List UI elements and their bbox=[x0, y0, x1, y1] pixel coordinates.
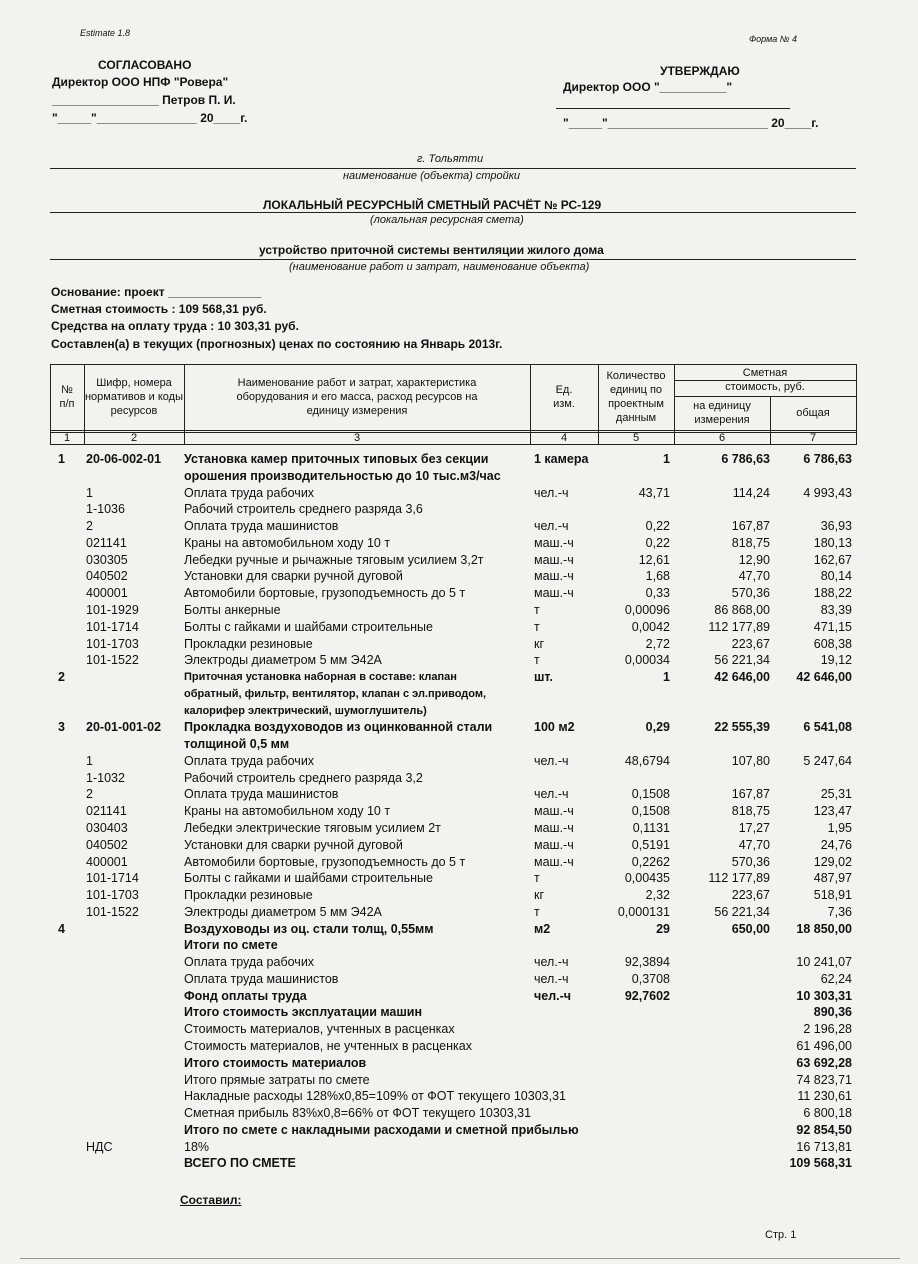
col-number-1: 1 bbox=[63, 432, 71, 444]
unit-price: 42 646,00 bbox=[714, 670, 770, 684]
header-quantity: Количество единиц по проектным данным bbox=[606, 370, 666, 424]
table-row bbox=[0, 468, 918, 484]
table-row bbox=[0, 1155, 918, 1171]
item-name: Оплата труда машинистов bbox=[184, 971, 339, 986]
item-name: орошения производительностью до 10 тыс.м3/час bbox=[184, 468, 501, 483]
item-name: 18% bbox=[184, 1139, 210, 1154]
resource-code: 20-01-001-02 bbox=[86, 720, 162, 735]
resource-code: 1-1032 bbox=[86, 770, 125, 785]
agreed-director: Директор ООО НПФ "Ровера" bbox=[52, 75, 229, 89]
unit-price: 112 177,89 bbox=[708, 871, 770, 886]
col-number-2: 2 bbox=[130, 432, 138, 444]
quantity: 0,00435 bbox=[624, 871, 670, 886]
total-cost: 10 303,31 bbox=[796, 988, 852, 1003]
quantity: 48,6794 bbox=[624, 753, 670, 768]
item-name: Лебедки электрические тяговым усилием 2т bbox=[184, 820, 441, 835]
item-name: Прокладки резиновые bbox=[184, 636, 313, 651]
unit: 1 камера bbox=[534, 452, 589, 466]
item-name: Автомобили бортовые, грузоподъемность до 5 т bbox=[184, 586, 466, 601]
resource-code: 1-1036 bbox=[86, 502, 125, 517]
unit: кг bbox=[534, 636, 545, 651]
table-row bbox=[0, 1139, 918, 1155]
unit-price: 818,75 bbox=[731, 804, 770, 819]
approve-director: Директор ООО "__________" bbox=[563, 80, 733, 94]
unit: чел.-ч bbox=[534, 971, 569, 986]
table-row bbox=[0, 786, 918, 802]
total-cost: 129,02 bbox=[813, 854, 852, 869]
unit-price: 22 555,39 bbox=[714, 720, 770, 735]
table-row bbox=[0, 535, 918, 551]
approve-date-line: "_____"________________________ 20____г. bbox=[563, 116, 819, 130]
header-estimated-cost: Сметная стоимость, руб. bbox=[725, 367, 805, 393]
table-row bbox=[0, 1021, 918, 1037]
unit-price: 56 221,34 bbox=[714, 904, 770, 919]
unit: чел.-ч bbox=[534, 519, 569, 534]
resource-code: 101-1714 bbox=[86, 871, 139, 886]
program-label: Estimate 1.8 bbox=[80, 28, 131, 38]
total-cost: 80,14 bbox=[820, 569, 852, 584]
unit-price: 12,90 bbox=[738, 552, 770, 567]
header-number-row-border bbox=[50, 444, 856, 445]
unit: 100 м2 bbox=[534, 720, 575, 735]
item-name: Итого прямые затраты по смете bbox=[184, 1072, 370, 1087]
unit: чел.-ч bbox=[534, 787, 569, 802]
unit: маш.-ч bbox=[534, 804, 574, 819]
item-name: толщиной 0,5 мм bbox=[184, 737, 290, 752]
total-cost: 5 247,64 bbox=[803, 753, 852, 768]
unit: т bbox=[534, 904, 540, 919]
item-name: Оплата труда рабочих bbox=[184, 955, 315, 970]
item-name: обратный, фильтр, вентилятор, клапан с эл.приводом, bbox=[184, 687, 487, 700]
quantity: 12,61 bbox=[638, 552, 670, 567]
col-border bbox=[856, 364, 857, 445]
table-row bbox=[0, 652, 918, 668]
quantity: 29 bbox=[656, 921, 670, 936]
document-title: ЛОКАЛЬНЫЙ РЕСУРСНЫЙ СМЕТНЫЙ РАСЧЁТ № РС-129 bbox=[263, 198, 602, 212]
compiled-by-label: Составил: bbox=[180, 1193, 242, 1207]
header-unit: Ед. изм. bbox=[553, 384, 575, 410]
item-name: Итоги по смете bbox=[184, 938, 278, 953]
total-cost: 63 692,28 bbox=[796, 1055, 852, 1070]
table-row bbox=[0, 686, 918, 702]
item-name: Автомобили бортовые, грузоподъемность до 5 т bbox=[184, 854, 466, 869]
item-name: Краны на автомобильном ходу 10 т bbox=[184, 804, 391, 819]
page-number: Стр. 1 bbox=[765, 1229, 797, 1241]
table-row bbox=[0, 1072, 918, 1088]
total-cost: 487,97 bbox=[813, 871, 852, 886]
unit-price: 86 868,00 bbox=[714, 602, 770, 617]
table-row bbox=[0, 703, 918, 719]
quantity: 0,2262 bbox=[631, 854, 670, 869]
item-name: Болты с гайками и шайбами строительные bbox=[184, 619, 433, 634]
col-number-3: 3 bbox=[353, 432, 361, 444]
table-row bbox=[0, 501, 918, 517]
unit: маш.-ч bbox=[534, 837, 574, 852]
document-title-underline bbox=[50, 212, 856, 213]
item-name: Лебедки ручные и рычажные тяговым усилием 3,2т bbox=[184, 552, 484, 567]
table-row bbox=[0, 921, 918, 937]
total-cost: 123,47 bbox=[813, 804, 852, 819]
unit-price: 223,67 bbox=[731, 888, 770, 902]
item-name: Рабочий строитель среднего разряда 3,2 bbox=[184, 770, 423, 785]
resource-code: 101-1703 bbox=[86, 636, 139, 651]
item-name: Итого стоимость эксплуатации машин bbox=[184, 1005, 423, 1020]
work-caption: (наименование работ и затрат, наименование объекта) bbox=[289, 261, 590, 273]
item-name: Установки для сварки ручной дуговой bbox=[184, 837, 403, 852]
quantity: 0,0042 bbox=[631, 619, 670, 634]
col-number-6: 6 bbox=[718, 432, 726, 444]
city-underline bbox=[50, 168, 856, 169]
total-cost: 16 713,81 bbox=[796, 1139, 852, 1154]
table-row bbox=[0, 719, 918, 735]
table-row bbox=[0, 518, 918, 534]
table-row bbox=[0, 636, 918, 652]
item-name: Прокладка воздуховодов из оцинкованной стали bbox=[184, 720, 493, 735]
table-row bbox=[0, 837, 918, 853]
table-row bbox=[0, 988, 918, 1004]
header-total: общая bbox=[796, 407, 830, 419]
total-cost: 74 823,71 bbox=[796, 1072, 852, 1087]
item-name: Оплата труда машинистов bbox=[184, 519, 339, 534]
resource-code: 021141 bbox=[86, 535, 127, 550]
unit-price: 818,75 bbox=[731, 535, 770, 550]
labor-cost-line: Средства на оплату труда : 10 303,31 руб. bbox=[51, 319, 299, 333]
total-cost: 2 196,28 bbox=[803, 1022, 852, 1037]
resource-code: 021141 bbox=[86, 804, 127, 819]
total-cost: 109 568,31 bbox=[789, 1156, 852, 1171]
unit-price: 112 177,89 bbox=[708, 619, 770, 634]
unit-price: 56 221,34 bbox=[714, 653, 770, 668]
table-row bbox=[0, 1105, 918, 1121]
unit: кг bbox=[534, 888, 545, 902]
work-title-underline bbox=[50, 259, 856, 260]
item-name: Рабочий строитель среднего разряда 3,6 bbox=[184, 502, 423, 517]
table-row bbox=[0, 669, 918, 685]
total-cost: 162,67 bbox=[813, 552, 852, 567]
item-name: Болты с гайками и шайбами строительные bbox=[184, 871, 433, 886]
col-number-4: 4 bbox=[560, 432, 568, 444]
resource-code: 2 bbox=[86, 519, 93, 534]
item-name: Стоимость материалов, не учтенных в расценках bbox=[184, 1038, 472, 1053]
table-row bbox=[0, 937, 918, 953]
agreed-title: СОГЛАСОВАНО bbox=[98, 58, 192, 72]
unit-price: 167,87 bbox=[731, 787, 770, 802]
resource-code: 400001 bbox=[86, 854, 128, 869]
price-basis-line: Составлен(а) в текущих (прогнозных) ценах по состоянию на Январь 2013г. bbox=[51, 337, 503, 351]
total-cost: 890,36 bbox=[813, 1005, 852, 1020]
header-unit-price: на единицу измерения bbox=[693, 400, 751, 426]
header-name: Наименование работ и затрат, характеристика оборудования и его масса, расход ресурсов на единицу измерения bbox=[236, 377, 478, 417]
unit: маш.-ч bbox=[534, 854, 574, 869]
quantity: 0,3708 bbox=[631, 971, 670, 986]
table-row bbox=[0, 803, 918, 819]
item-name: Сметная прибыль 83%х0,8=66% от ФОТ текущего 10303,31 bbox=[184, 1106, 532, 1120]
item-name: Оплата труда рабочих bbox=[184, 753, 315, 768]
total-cost: 18 850,00 bbox=[796, 921, 852, 936]
item-name: Электроды диаметром 5 мм Э42А bbox=[184, 904, 382, 919]
quantity: 0,29 bbox=[645, 720, 670, 735]
resource-code: 040502 bbox=[86, 837, 128, 852]
header-bottom-border bbox=[50, 430, 856, 431]
item-name: Накладные расходы 128%х0,85=109% от ФОТ текущего 10303,31 bbox=[184, 1089, 566, 1104]
total-cost: 11 230,61 bbox=[797, 1089, 852, 1104]
quantity: 0,000131 bbox=[617, 904, 670, 919]
quantity: 0,1508 bbox=[631, 804, 670, 819]
total-cost: 61 496,00 bbox=[796, 1038, 852, 1053]
quantity: 0,22 bbox=[645, 535, 670, 550]
unit: маш.-ч bbox=[534, 586, 574, 601]
resource-code: 1 bbox=[86, 485, 93, 500]
item-name: Прокладки резиновые bbox=[184, 888, 313, 902]
unit-price: 167,87 bbox=[731, 519, 770, 534]
unit: маш.-ч bbox=[534, 552, 574, 567]
table-row bbox=[0, 568, 918, 584]
total-cost: 6 800,18 bbox=[803, 1106, 852, 1120]
table-row bbox=[0, 770, 918, 786]
total-cost: 188,22 bbox=[813, 586, 852, 601]
header-code: Шифр, номера нормативов и коды ресурсов bbox=[84, 377, 183, 417]
quantity: 0,00034 bbox=[624, 653, 670, 668]
resource-code: НДС bbox=[86, 1139, 113, 1154]
document-caption: (локальная ресурсная смета) bbox=[370, 214, 524, 226]
table-row bbox=[0, 904, 918, 920]
city-name: г. Тольятти bbox=[417, 153, 484, 165]
table-row bbox=[0, 753, 918, 769]
total-cost: 19,12 bbox=[820, 653, 852, 668]
table-row bbox=[0, 1122, 918, 1138]
total-cost: 10 241,07 bbox=[796, 955, 852, 970]
resource-code: 040502 bbox=[86, 569, 128, 584]
quantity: 0,00096 bbox=[624, 602, 670, 617]
row-number: 2 bbox=[58, 670, 65, 684]
quantity: 0,5191 bbox=[631, 837, 670, 852]
unit: маш.-ч bbox=[534, 820, 574, 835]
table-row bbox=[0, 619, 918, 635]
total-cost: 4 993,43 bbox=[803, 485, 852, 500]
unit: т bbox=[534, 619, 540, 634]
page-bottom-edge bbox=[20, 1258, 900, 1259]
resource-code: 400001 bbox=[86, 586, 128, 601]
unit: м2 bbox=[534, 921, 551, 936]
table-row bbox=[0, 887, 918, 903]
resource-code: 101-1522 bbox=[86, 904, 139, 919]
table-row bbox=[0, 736, 918, 752]
table-row bbox=[0, 1004, 918, 1020]
basis-line: Основание: проект ______________ bbox=[51, 285, 262, 299]
total-cost: 6 541,08 bbox=[803, 720, 852, 735]
quantity: 2,32 bbox=[645, 888, 670, 902]
unit: маш.-ч bbox=[534, 535, 574, 550]
item-name: Фонд оплаты труда bbox=[184, 988, 307, 1003]
unit-price: 107,80 bbox=[731, 753, 770, 768]
table-row bbox=[0, 585, 918, 601]
total-cost: 1,95 bbox=[827, 820, 852, 835]
agreed-date-line: "_____"_______________ 20____г. bbox=[52, 111, 248, 125]
unit-price: 47,70 bbox=[738, 837, 770, 852]
form-number: Форма № 4 bbox=[749, 34, 797, 44]
unit: т bbox=[534, 602, 540, 617]
row-number: 1 bbox=[58, 452, 65, 466]
total-cost: 25,31 bbox=[820, 787, 852, 802]
quantity: 92,3894 bbox=[624, 955, 670, 970]
total-cost: 42 646,00 bbox=[796, 670, 852, 684]
item-name: Итого по смете с накладными расходами и сметной прибылью bbox=[184, 1122, 579, 1137]
table-row bbox=[0, 854, 918, 870]
unit: т bbox=[534, 653, 540, 668]
unit: чел.-ч bbox=[534, 955, 569, 970]
quantity: 0,22 bbox=[645, 519, 670, 534]
resource-code: 1 bbox=[86, 753, 93, 768]
unit: чел.-ч bbox=[534, 988, 572, 1003]
resource-code: 101-1703 bbox=[86, 888, 139, 902]
resource-code: 2 bbox=[86, 787, 93, 802]
resource-code: 030305 bbox=[86, 552, 128, 567]
table-row bbox=[0, 602, 918, 618]
agreed-signature-line: ________________ Петров П. И. bbox=[52, 93, 236, 107]
total-cost: 518,91 bbox=[813, 888, 852, 902]
table-row bbox=[0, 954, 918, 970]
unit-price: 650,00 bbox=[731, 921, 770, 936]
unit-price: 570,36 bbox=[731, 586, 770, 601]
item-name: Краны на автомобильном ходу 10 т bbox=[184, 535, 391, 550]
item-name: Оплата труда рабочих bbox=[184, 485, 315, 500]
table-row bbox=[0, 485, 918, 501]
unit-price: 223,67 bbox=[731, 636, 770, 651]
resource-code: 20-06-002-01 bbox=[86, 452, 162, 466]
table-row bbox=[0, 971, 918, 987]
unit: маш.-ч bbox=[534, 569, 574, 584]
table-row bbox=[0, 552, 918, 568]
table-row bbox=[0, 870, 918, 886]
unit-price: 570,36 bbox=[731, 854, 770, 869]
total-cost: 6 786,63 bbox=[803, 452, 852, 466]
quantity: 0,1131 bbox=[632, 820, 670, 835]
total-cost: 471,15 bbox=[813, 619, 852, 634]
total-cost: 83,39 bbox=[820, 602, 852, 617]
table-row bbox=[0, 1088, 918, 1104]
item-name: Оплата труда машинистов bbox=[184, 787, 339, 802]
table-header bbox=[50, 364, 856, 446]
unit: т bbox=[534, 871, 540, 886]
resource-code: 101-1522 bbox=[86, 653, 139, 668]
unit-price: 6 786,63 bbox=[721, 452, 770, 466]
item-name: Установка камер приточных типовых без секции bbox=[184, 452, 489, 466]
quantity: 1 bbox=[663, 670, 670, 684]
unit-price: 47,70 bbox=[738, 569, 770, 584]
unit-price: 17,27 bbox=[738, 820, 770, 835]
resource-code: 101-1714 bbox=[86, 619, 139, 634]
city-caption: наименование (объекта) стройки bbox=[343, 170, 521, 182]
quantity: 1,68 bbox=[645, 569, 670, 584]
row-number: 3 bbox=[58, 720, 65, 735]
item-name: калорифер электрический, шумоглушитель) bbox=[184, 704, 427, 717]
item-name: ВСЕГО ПО СМЕТЕ bbox=[184, 1156, 296, 1171]
work-title: устройство приточной системы вентиляции жилого дома bbox=[259, 243, 604, 257]
resource-code: 030403 bbox=[86, 820, 128, 835]
item-name: Стоимость материалов, учтенных в расценках bbox=[184, 1022, 455, 1037]
unit: чел.-ч bbox=[534, 485, 569, 500]
total-cost: 24,76 bbox=[820, 837, 852, 852]
estimated-cost-line: Сметная стоимость : 109 568,31 руб. bbox=[51, 302, 267, 316]
total-cost: 180,13 bbox=[813, 535, 852, 550]
total-cost: 608,38 bbox=[813, 636, 852, 651]
quantity: 0,1508 bbox=[631, 787, 670, 802]
quantity: 92,7602 bbox=[624, 988, 670, 1003]
item-name: Установки для сварки ручной дуговой bbox=[184, 569, 403, 584]
approve-signature-line bbox=[556, 108, 790, 109]
unit-price: 114,24 bbox=[732, 485, 770, 500]
quantity: 1 bbox=[663, 452, 670, 466]
col-number-5: 5 bbox=[632, 432, 640, 444]
table-row bbox=[0, 1038, 918, 1054]
unit: чел.-ч bbox=[534, 753, 569, 768]
header-num: № п/п bbox=[59, 384, 75, 410]
resource-code: 101-1929 bbox=[86, 602, 139, 617]
total-cost: 62,24 bbox=[820, 971, 852, 986]
total-cost: 92 854,50 bbox=[796, 1122, 852, 1137]
item-name: Приточная установка наборная в составе: клапан bbox=[184, 671, 457, 683]
quantity: 2,72 bbox=[645, 636, 670, 651]
col-number-7: 7 bbox=[809, 432, 817, 444]
total-cost: 36,93 bbox=[820, 519, 852, 534]
table-row bbox=[0, 451, 918, 467]
item-name: Итого стоимость материалов bbox=[184, 1055, 367, 1070]
approve-title: УТВЕРЖДАЮ bbox=[660, 64, 740, 78]
quantity: 43,71 bbox=[638, 485, 670, 500]
row-number: 4 bbox=[58, 921, 65, 936]
item-name: Электроды диаметром 5 мм Э42А bbox=[184, 653, 382, 668]
total-cost: 7,36 bbox=[827, 904, 852, 919]
item-name: Болты анкерные bbox=[184, 602, 281, 617]
item-name: Воздуховоды из оц. стали толщ, 0,55мм bbox=[184, 921, 434, 936]
quantity: 0,33 bbox=[645, 586, 670, 601]
table-row bbox=[0, 1055, 918, 1071]
unit: шт. bbox=[534, 670, 553, 684]
table-row bbox=[0, 820, 918, 836]
